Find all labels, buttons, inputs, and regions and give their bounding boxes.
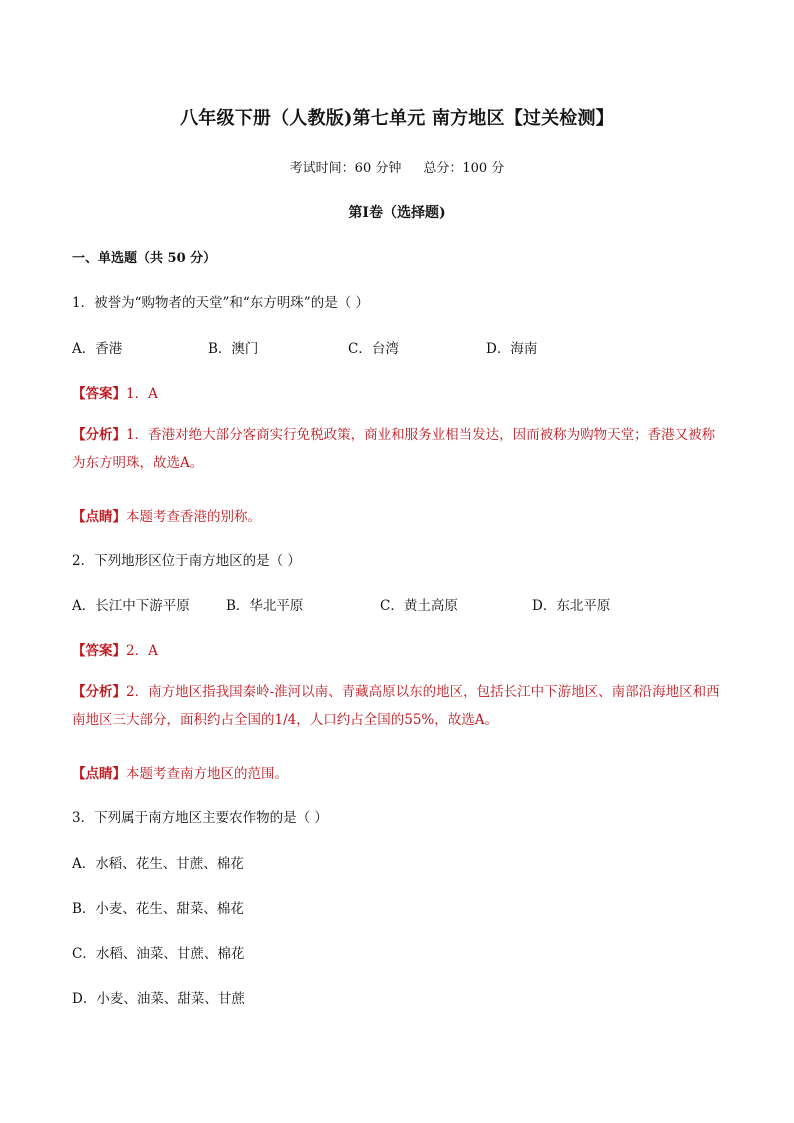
question-1-stem: 1．被誉为“购物者的天堂”和“东方明珠”的是（ ） — [72, 295, 369, 311]
comment-tag: 【点睛】 — [72, 509, 126, 525]
q2-option-a: A．长江中下游平原 — [72, 598, 190, 614]
q3-option-a: A．水稻、花生、甘蔗、棉花 — [72, 856, 244, 872]
exam-time: 考试时间：60 分钟 — [289, 161, 402, 176]
question-2-answer — [72, 639, 158, 659]
q1-option-c: C．台湾 — [348, 341, 399, 357]
q1-option-a: A．香港 — [72, 341, 123, 357]
question-1-analysis — [72, 421, 724, 477]
question-1-comment — [72, 505, 261, 525]
analysis-tag: 【分析】 — [72, 684, 126, 700]
q3-option-d: D．小麦、油菜、甜菜、甘蔗 — [72, 991, 245, 1007]
question-3-stem: 3．下列属于南方地区主要农作物的是（ ） — [72, 810, 328, 826]
q3-option-b: B．小麦、花生、甜菜、棉花 — [72, 901, 244, 917]
q2-option-d: D．东北平原 — [532, 598, 611, 614]
question-2-analysis — [72, 678, 724, 734]
q2-option-c: C．黄土高原 — [380, 598, 458, 614]
answer-tag: 【答案】 — [72, 386, 126, 402]
comment-text: 本题考查南方地区的范围。 — [126, 766, 288, 782]
comment-text: 本题考查香港的别称。 — [126, 509, 261, 525]
comment-tag: 【点睛】 — [72, 766, 126, 782]
section-title: 第Ⅰ卷（选择题) — [348, 205, 446, 221]
document-title: 八年级下册（人教版)第七单元 南方地区【过关检测】 — [180, 108, 614, 129]
analysis-text: 1．香港对绝大部分客商实行免税政策，商业和服务业相当发达，因而被称为购物天堂；香港又被称为东方明珠，故选A。 — [72, 427, 716, 471]
answer-value: 2．A — [126, 643, 158, 659]
analysis-tag: 【分析】 — [72, 427, 126, 443]
q3-option-c: C．水稻、油菜、甘蔗、棉花 — [72, 946, 245, 962]
question-1-answer — [72, 382, 158, 402]
q1-option-d: D．海南 — [486, 341, 538, 357]
question-2-comment — [72, 762, 288, 782]
exam-meta — [0, 157, 794, 176]
q2-option-b: B．华北平原 — [226, 598, 304, 614]
analysis-text: 2．南方地区指我国秦岭-淮河以南、青藏高原以东的地区，包括长江中下游地区、南部沿海地区和西南地区三大部分，面积约占全国的1/4，人口约占全国的55%，故选A。 — [72, 684, 720, 728]
q1-option-b: B．澳门 — [208, 341, 259, 357]
answer-value: 1．A — [126, 386, 158, 402]
part-heading: 一、单选题（共 50 分） — [72, 251, 217, 266]
total-score: 总分：100 分 — [423, 161, 505, 176]
answer-tag: 【答案】 — [72, 643, 126, 659]
question-2-stem: 2．下列地形区位于南方地区的是（ ） — [72, 553, 301, 569]
